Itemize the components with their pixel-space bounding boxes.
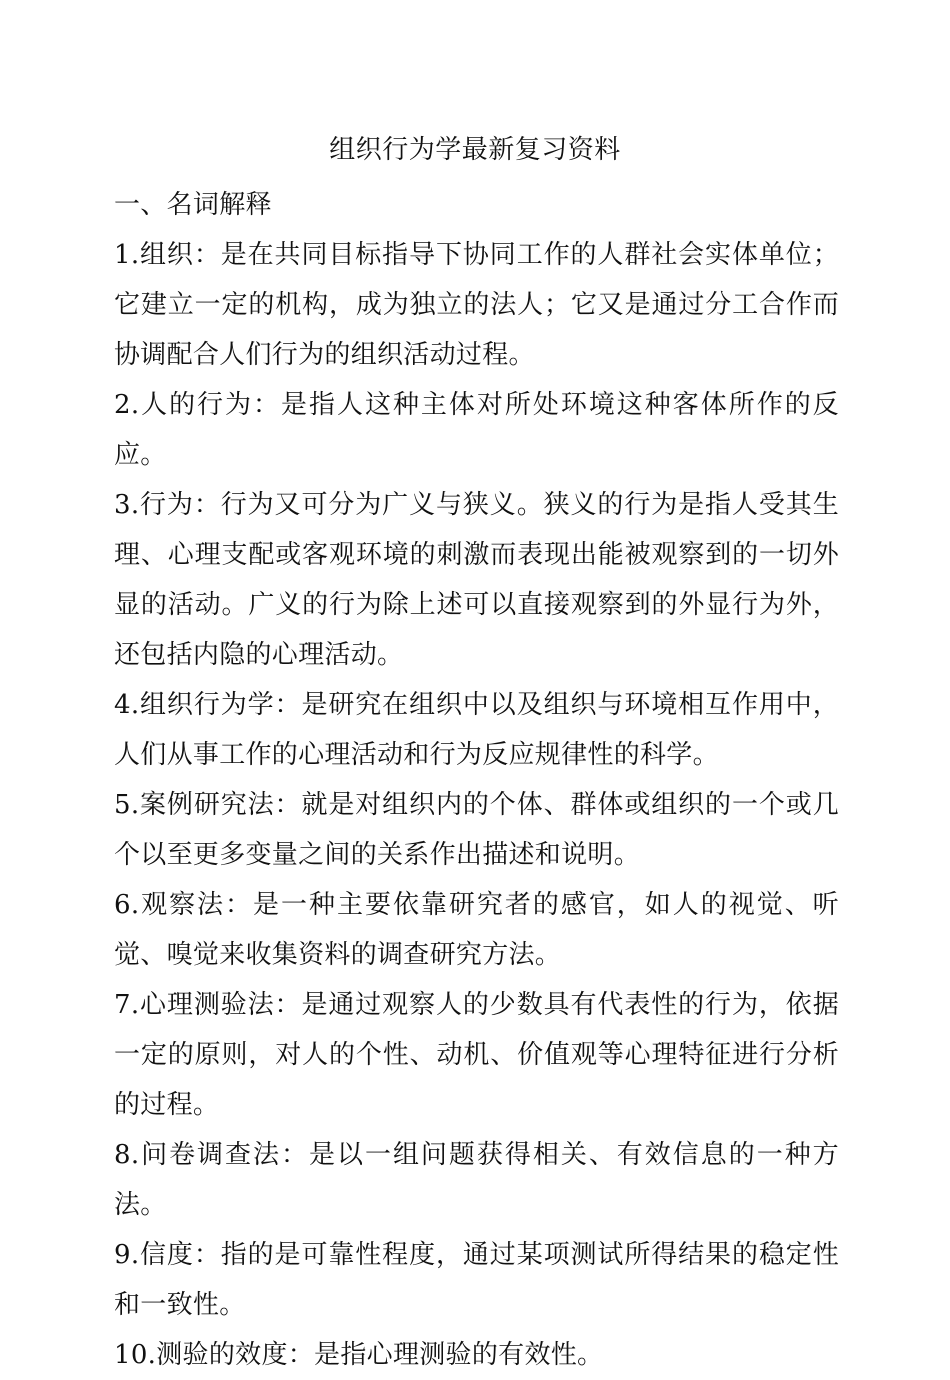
document-title: 组织行为学最新复习资料 bbox=[329, 135, 621, 165]
term-definition-5: 5.案例研究法：就是对组织内的个体、群体或组织的一个或几个以至更多变量之间的关系作出描述和说明。 bbox=[114, 790, 839, 870]
term-definition-6: 6.观察法：是一种主要依靠研究者的感官，如人的视觉、听觉、嗅觉来收集资料的调查研究方法。 bbox=[114, 890, 839, 970]
document-body bbox=[114, 180, 839, 1380]
term-definition-10: 10.测验的效度：是指心理测验的有效性。 bbox=[114, 1340, 604, 1370]
term-definition-2: 2.人的行为：是指人这种主体对所处环境这种客体所作的反应。 bbox=[114, 390, 839, 470]
term-definition-8: 8.问卷调查法：是以一组问题获得相关、有效信息的一种方法。 bbox=[114, 1140, 839, 1220]
term-definition-1: 1.组织：是在共同目标指导下协同工作的人群社会实体单位；它建立一定的机构，成为独立的法人；它又是通过分工合作而协调配合人们行为的组织活动过程。 bbox=[114, 240, 839, 370]
term-definition-9: 9.信度：指的是可靠性程度，通过某项测试所得结果的稳定性和一致性。 bbox=[114, 1240, 839, 1320]
term-definition-7: 7.心理测验法：是通过观察人的少数具有代表性的行为，依据一定的原则，对人的个性、动机、价值观等心理特征进行分析的过程。 bbox=[114, 990, 839, 1120]
term-definition-4: 4.组织行为学：是研究在组织中以及组织与环境相互作用中，人们从事工作的心理活动和行为反应规律性的科学。 bbox=[114, 690, 839, 770]
term-definition-3: 3.行为：行为又可分为广义与狭义。狭义的行为是指人受其生理、心理支配或客观环境的刺激而表现出能被观察到的一切外显的活动。广义的行为除上述可以直接观察到的外显行为外，还包括内隐的心理活动。 bbox=[114, 490, 839, 670]
section-heading: 一、名词解释 bbox=[114, 190, 272, 220]
